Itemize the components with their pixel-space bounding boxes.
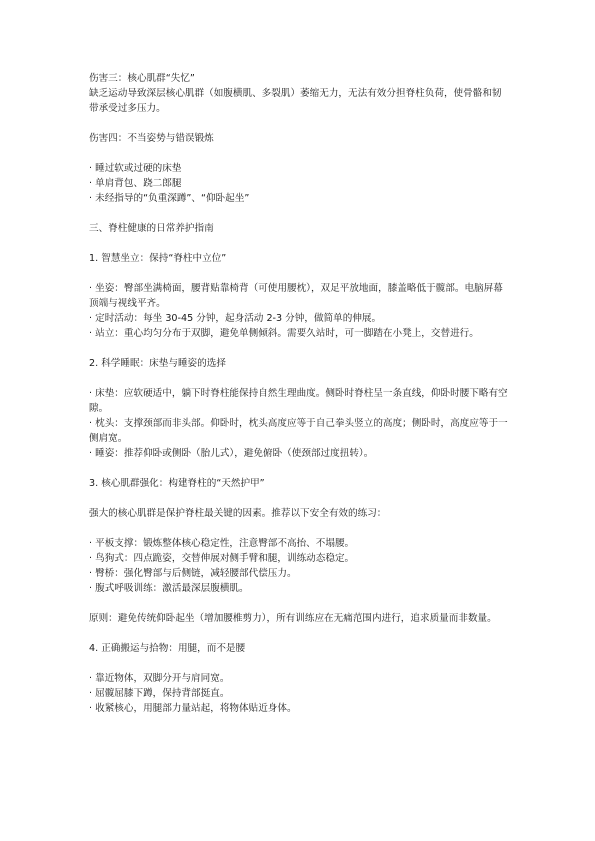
paragraph-core-principle: 原则：避免传统仰卧起坐（增加腰椎剪力），所有训练应在无痛范围内进行，追求质量而非数量。 <box>89 613 497 624</box>
list-item: · 未经指导的“负重深蹲”、“仰卧起坐” <box>89 191 509 206</box>
subheading-sleep: 2. 科学睡眠：床垫与睡姿的选择 <box>89 358 226 369</box>
list-item: · 平板支撑：锻炼整体核心稳定性，注意臀部不高抬、不塌腰。 <box>89 536 509 551</box>
list-sitting <box>89 281 509 341</box>
section-heading-harm3: 伤害三：核心肌群“失忆” <box>89 73 195 84</box>
list-item: · 坐姿：臀部坐满椅面，腰背贴靠椅背（可使用腰枕），双足平放地面，膝盖略低于髋部。电脑屏幕顶端与视线平齐。 <box>89 281 509 311</box>
list-item: · 床垫：应软硬适中，躺下时脊柱能保持自然生理曲度。侧卧时脊柱呈一条直线，仰卧时腰下略有空隙。 <box>89 386 509 416</box>
subheading-lifting: 4. 正确搬运与拾物：用腿，而不是腰 <box>89 643 246 654</box>
list-item: · 臀桥：强化臀部与后侧链，减轻腰部代偿压力。 <box>89 566 509 581</box>
list-item: · 睡姿：推荐仰卧或侧卧（胎儿式），避免俯卧（使颈部过度扭转）。 <box>89 446 509 461</box>
document-page <box>89 71 509 716</box>
list-item: · 鸟狗式：四点跪姿，交替伸展对侧手臂和腿，训练动态稳定。 <box>89 551 509 566</box>
list-item: · 靠近物体，双脚分开与肩同宽。 <box>89 671 509 686</box>
list-item: · 站立：重心均匀分布于双脚，避免单侧倾斜。需要久站时，可一脚踏在小凳上，交替进行。 <box>89 326 509 341</box>
list-item: · 屈髋屈膝下蹲，保持背部挺直。 <box>89 686 509 701</box>
list-core <box>89 536 509 596</box>
list-item: · 定时活动：每坐 30-45 分钟，起身活动 2-3 分钟，做简单的伸展。 <box>89 311 509 326</box>
subheading-sitting: 1. 智慧坐立：保持“脊柱中立位” <box>89 253 227 264</box>
list-lifting <box>89 671 509 716</box>
list-harm4 <box>89 161 509 206</box>
list-item: · 枕头：支撑颈部而非头部。仰卧时，枕头高度应等于自己拳头竖立的高度；侧卧时，高度应等于一侧肩宽。 <box>89 416 509 446</box>
list-item: · 收紧核心，用腿部力量站起，将物体贴近身体。 <box>89 701 509 716</box>
list-item: · 单肩背包、跷二郎腿 <box>89 176 509 191</box>
list-item: · 睡过软或过硬的床垫 <box>89 161 509 176</box>
subheading-core: 3. 核心肌群强化：构建脊柱的“天然护甲” <box>89 478 265 489</box>
list-item: · 腹式呼吸训练：激活最深层腹横肌。 <box>89 581 509 596</box>
list-sleep <box>89 386 509 461</box>
section-heading-harm4: 伤害四：不当姿势与错误锻炼 <box>89 133 214 144</box>
paragraph-core-intro: 强大的核心肌群是保护脊柱最关键的因素。推荐以下安全有效的练习： <box>89 508 387 519</box>
paragraph-harm3: 缺乏运动导致深层核心肌群（如腹横肌、多裂肌）萎缩无力，无法有效分担脊柱负荷，使骨骼和韧带承受过多压力。 <box>89 88 502 114</box>
section-heading-guide: 三、脊柱健康的日常养护指南 <box>89 223 214 234</box>
